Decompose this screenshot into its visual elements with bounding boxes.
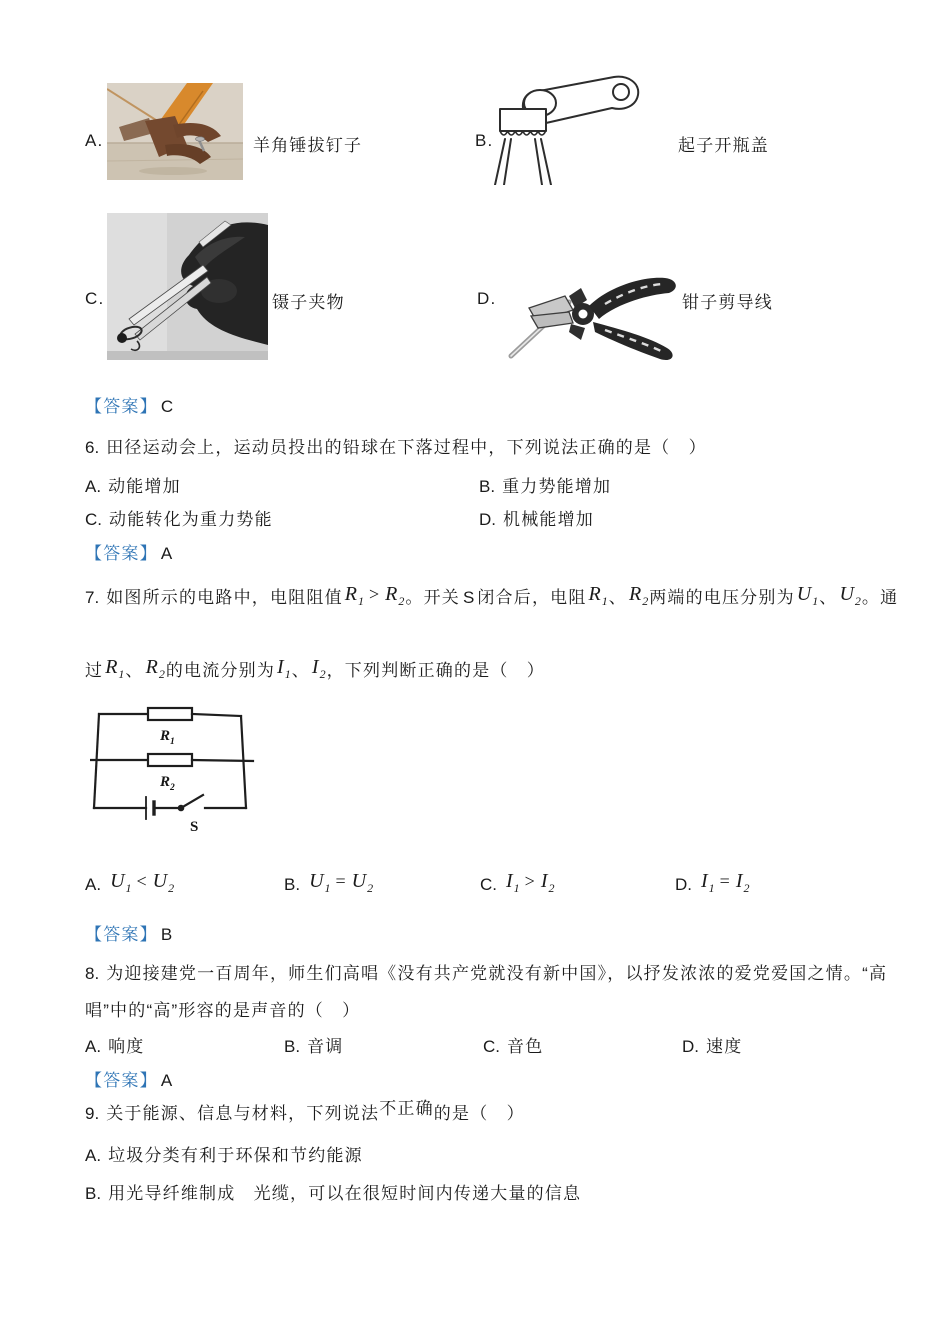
answer-value: C	[160, 397, 174, 416]
q5-answer	[85, 396, 173, 417]
option-formula: $U_1 < U_2$	[110, 870, 175, 895]
q8-stem-line1	[85, 963, 887, 984]
bottle-opener-drawing	[494, 72, 644, 185]
option-text: 动能转化为重力势能	[109, 510, 273, 529]
q5-option-b-caption	[678, 131, 769, 156]
q6-option-c	[85, 509, 273, 530]
option-formula: $U_1 = U_2$	[309, 870, 374, 895]
caption-text: 镊子夹物	[272, 293, 345, 312]
q7-stem-line1	[85, 585, 898, 610]
option-text: 音色	[507, 1037, 544, 1056]
q5-option-a-caption	[253, 131, 362, 156]
question-text: 唱”中的“高”形容的是声音的（ ）	[85, 1001, 361, 1020]
option-label: A.	[85, 875, 102, 894]
question-text: 为迎接建党一百周年，师生们高唱《没有共产党就没有新中国》，以抒发浓浓的爱党爱国之情。“高	[106, 964, 888, 983]
option-label: C.	[480, 875, 497, 894]
answer-value: A	[160, 1071, 173, 1090]
switch-label: S	[190, 819, 199, 835]
q6-answer	[85, 543, 172, 564]
question-text-tokens: 如图所示的电路中，电阻阻值 $R_1 > R_2$。开关 S 闭合后，电阻 $R_1$、 $R_2$两端的电压分别为 $U_1$、 $U_2$。通	[106, 583, 899, 608]
option-label: A.	[85, 1037, 102, 1056]
option-label: B.	[479, 477, 496, 496]
option-label: D.	[682, 1037, 699, 1056]
option-text: 垃圾分类有利于环保和节约能源	[108, 1146, 363, 1165]
parallel-circuit-diagram	[90, 698, 255, 843]
q9-stem	[85, 1099, 525, 1124]
question-emphasis: 不正确	[379, 1099, 434, 1118]
option-text: 机械能增加	[503, 510, 594, 529]
question-number: 8.	[85, 964, 100, 983]
q5-option-c-label	[85, 288, 104, 309]
caption-text: 钳子剪导线	[682, 293, 773, 312]
option-label: C.	[85, 289, 105, 308]
q5-option-b-label	[475, 130, 493, 151]
q5-option-c-caption	[272, 288, 345, 313]
option-label: C.	[85, 510, 102, 529]
claw-hammer-photo	[107, 83, 243, 180]
q6-stem	[85, 437, 707, 458]
q6-option-a	[85, 476, 181, 497]
resistor2-label: $R_2$	[160, 774, 175, 793]
option-label: B.	[284, 875, 301, 894]
q8-option-b	[284, 1036, 343, 1057]
resistor1-label: $R_1$	[160, 728, 175, 747]
option-label: B.	[284, 1037, 301, 1056]
q6-option-d	[479, 509, 594, 530]
option-text: 动能增加	[108, 477, 181, 496]
q6-option-b	[479, 476, 611, 497]
option-text: 用光导纤维制成 光缆，可以在很短时间内传递大量的信息	[108, 1184, 582, 1203]
option-label: C.	[483, 1037, 500, 1056]
option-label: A.	[85, 1146, 102, 1165]
q5-option-d-caption	[682, 288, 773, 313]
caption-text: 起子开瓶盖	[678, 136, 769, 155]
q8-stem-line2	[85, 1000, 360, 1021]
question-number: 7.	[85, 588, 100, 607]
option-text: 速度	[706, 1037, 743, 1056]
answer-value: A	[160, 544, 173, 563]
answer-prefix: 【答案】	[85, 925, 158, 944]
option-formula: $I_1 > I_2$	[506, 870, 555, 895]
answer-value: B	[160, 925, 173, 944]
q7-option-b	[284, 872, 374, 897]
tweezers-photo	[107, 213, 268, 360]
answer-prefix: 【答案】	[85, 397, 158, 416]
q7-stem-line2	[85, 658, 545, 683]
q7-answer	[85, 924, 172, 945]
option-label: D.	[479, 510, 496, 529]
caption-text: 羊角锤拔钉子	[253, 136, 363, 155]
question-text-tokens: 过 $R_1$、 $R_2$的电流分别为 $I_1$、 $I_2$，下列判断正确的是（ ）	[85, 656, 545, 681]
question-text: 田径运动会上，运动员投出的铅球在下落过程中，下列说法正确的是（ ）	[106, 438, 707, 457]
q7-option-d	[675, 872, 751, 897]
q5-option-a-label	[85, 130, 103, 151]
pliers-drawing	[505, 268, 683, 360]
option-text: 音调	[307, 1037, 344, 1056]
q9-option-b	[85, 1183, 581, 1204]
question-number: 9.	[85, 1104, 100, 1123]
q8-option-c	[483, 1036, 543, 1057]
option-label: D.	[675, 875, 692, 894]
answer-prefix: 【答案】	[85, 544, 158, 563]
option-label: B.	[475, 131, 494, 150]
option-text: 重力势能增加	[502, 477, 612, 496]
q5-option-d-label	[477, 288, 496, 309]
option-label: D.	[477, 289, 497, 308]
q8-option-a	[85, 1036, 144, 1057]
q9-option-a	[85, 1145, 363, 1166]
q7-option-c	[480, 872, 556, 897]
answer-prefix: 【答案】	[85, 1071, 158, 1090]
question-text: 关于能源、信息与材料，下列说法	[106, 1104, 380, 1123]
option-label: B.	[85, 1184, 102, 1203]
battery-symbol	[94, 797, 154, 819]
q7-option-a	[85, 872, 175, 897]
q8-answer	[85, 1070, 172, 1091]
option-label: A.	[85, 131, 104, 150]
question-number: 6.	[85, 438, 100, 457]
q8-option-d	[682, 1036, 742, 1057]
option-formula: $I_1 = I_2$	[701, 870, 750, 895]
option-label: A.	[85, 477, 102, 496]
switch-symbol	[154, 795, 246, 810]
option-text: 响度	[108, 1037, 145, 1056]
question-text: 的是（ ）	[433, 1104, 525, 1123]
